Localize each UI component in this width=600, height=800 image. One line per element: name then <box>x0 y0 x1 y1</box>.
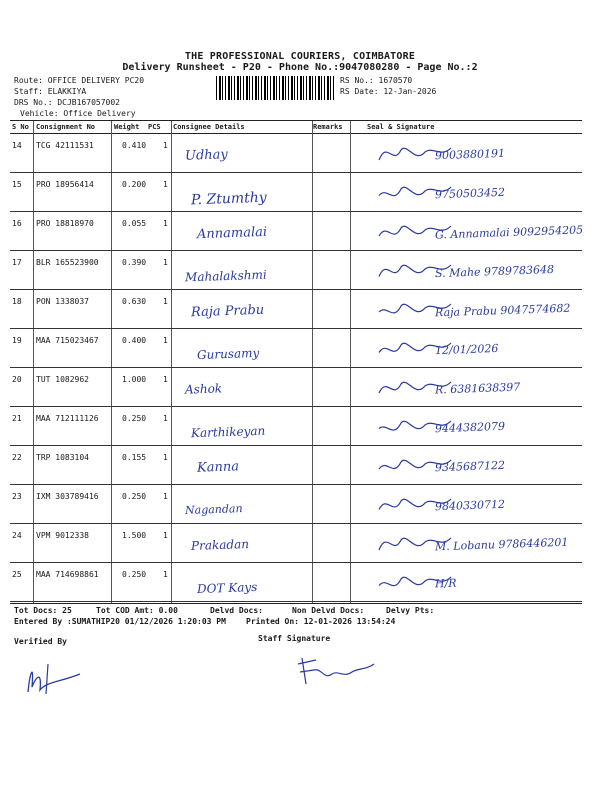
row-pcs: 1 <box>163 180 168 189</box>
consignee-handwritten-name: Prakadan <box>190 536 250 554</box>
barcode <box>216 76 336 100</box>
row-weight: 0.250 <box>122 570 147 579</box>
col-consignment: Consignment No <box>36 123 96 131</box>
table-row <box>10 485 582 524</box>
row-pcs: 1 <box>163 492 168 501</box>
row-sno: 16 <box>12 219 22 228</box>
receiver-signature-text: 9345687122 <box>434 458 506 475</box>
row-consignment: PRO 18818970 <box>36 219 94 228</box>
row-consignment: BLR 165523900 <box>36 258 99 267</box>
table-header <box>10 121 582 134</box>
table-row <box>10 524 582 563</box>
drs-label: DRS No.: DCJB167057002 <box>14 98 120 107</box>
row-pcs: 1 <box>163 570 168 579</box>
row-sno: 18 <box>12 297 22 306</box>
receiver-signature <box>375 253 580 287</box>
row-weight: 0.390 <box>122 258 147 267</box>
receiver-signature-text: G. Annamalai 9092954205 <box>434 223 584 242</box>
staff-label: Staff: ELAKKIYA <box>14 87 87 96</box>
consignee-handwritten-name: Udhay <box>184 147 228 164</box>
row-weight: 1.500 <box>122 531 147 540</box>
receiver-signature-text: Raja Prabu 9047574682 <box>434 301 571 320</box>
receiver-signature <box>375 565 580 599</box>
rs-date-label: RS Date: 12-Jan-2026 <box>340 87 437 96</box>
receiver-signature <box>375 136 580 170</box>
non-delvd-docs: Non Delvd Docs: <box>292 606 365 615</box>
row-sno: 17 <box>12 258 22 267</box>
tot-docs: Tot Docs: 25 <box>14 606 72 615</box>
row-pcs: 1 <box>163 453 168 462</box>
receiver-signature-text: 9750503452 <box>434 185 506 202</box>
receiver-signature-text: H/R <box>434 576 457 591</box>
row-consignment: PRO 18956414 <box>36 180 94 189</box>
row-sno: 19 <box>12 336 22 345</box>
table-row <box>10 368 582 407</box>
receiver-signature-text: 9444382079 <box>434 419 506 436</box>
row-pcs: 1 <box>163 141 168 150</box>
row-consignment: MAA 715023467 <box>36 336 99 345</box>
table-row <box>10 290 582 329</box>
row-consignment: MAA 712111126 <box>36 414 99 423</box>
consignee-handwritten-name: Nagandan <box>184 501 243 518</box>
consignee-handwritten-name: DOT Kays <box>196 579 258 597</box>
row-pcs: 1 <box>163 219 168 228</box>
row-sno: 14 <box>12 141 22 150</box>
row-sno: 21 <box>12 414 22 423</box>
row-consignment: IXM 303789416 <box>36 492 99 501</box>
row-consignment: VPM 9012338 <box>36 531 89 540</box>
table-row <box>10 251 582 290</box>
receiver-signature <box>375 331 580 365</box>
row-consignment: TCG 42111531 <box>36 141 94 150</box>
table-row <box>10 563 582 602</box>
receiver-signature <box>375 292 580 326</box>
row-weight: 0.155 <box>122 453 147 462</box>
col-consignee: Consignee Details <box>173 123 245 131</box>
row-sno: 20 <box>12 375 22 384</box>
row-pcs: 1 <box>163 336 168 345</box>
row-weight: 0.250 <box>122 492 147 501</box>
consignee-handwritten-name: Ashok <box>184 381 223 397</box>
row-sno: 15 <box>12 180 22 189</box>
row-consignment: PON 1338037 <box>36 297 89 306</box>
table-row <box>10 329 582 368</box>
staff-signature-label: Staff Signature <box>258 634 331 643</box>
row-weight: 0.055 <box>122 219 147 228</box>
staff-signature <box>292 650 382 690</box>
verified-by-label: Verified By <box>14 637 67 646</box>
tot-cod: Tot COD Amt: 0.00 <box>96 606 178 615</box>
rs-no-label: RS No.: 1670570 <box>340 76 413 85</box>
receiver-signature-text: 12/01/2026 <box>434 341 499 358</box>
receiver-signature <box>375 175 580 209</box>
printed-on: Printed On: 12-01-2026 13:54:24 <box>246 617 396 626</box>
row-sno: 24 <box>12 531 22 540</box>
row-pcs: 1 <box>163 297 168 306</box>
receiver-signature <box>375 448 580 482</box>
delvy-pts: Delvy Pts: <box>386 606 435 615</box>
route-label: Route: OFFICE DELIVERY PC20 <box>14 76 145 85</box>
consignee-handwritten-name: Gurusamy <box>196 345 260 363</box>
table-row <box>10 134 582 173</box>
row-sno: 25 <box>12 570 22 579</box>
receiver-signature <box>375 526 580 560</box>
receiver-signature-text: M. Lobanu 9786446201 <box>434 535 569 554</box>
consignee-handwritten-name: P. Ztumthy <box>190 189 267 209</box>
row-sno: 22 <box>12 453 22 462</box>
row-weight: 1.000 <box>122 375 147 384</box>
runsheet-table <box>10 120 582 604</box>
receiver-signature <box>375 487 580 521</box>
runsheet-title: Delivery Runsheet - P20 - Phone No.:9047080280 - Page No.:2 <box>122 62 478 73</box>
row-weight: 0.410 <box>122 141 147 150</box>
entered-by: Entered By :SUMATHIP20 01/12/2026 1:20:03 PM <box>14 617 226 626</box>
receiver-signature <box>375 214 584 248</box>
receiver-signature <box>375 409 580 443</box>
table-row <box>10 407 582 446</box>
consignee-handwritten-name: Annamalai <box>196 224 268 243</box>
row-weight: 0.630 <box>122 297 147 306</box>
col-pcs: PCS <box>148 123 161 131</box>
receiver-signature <box>375 370 580 404</box>
row-pcs: 1 <box>163 375 168 384</box>
row-consignment: TRP 1083104 <box>36 453 89 462</box>
row-pcs: 1 <box>163 531 168 540</box>
receiver-signature-text: 9003880191 <box>434 146 506 163</box>
delvd-docs: Delvd Docs: <box>210 606 263 615</box>
row-weight: 0.250 <box>122 414 147 423</box>
table-row <box>10 212 582 251</box>
receiver-signature-text: S. Mahe 9789783648 <box>434 262 555 281</box>
row-sno: 23 <box>12 492 22 501</box>
row-weight: 0.400 <box>122 336 147 345</box>
row-pcs: 1 <box>163 414 168 423</box>
table-row <box>10 173 582 212</box>
row-weight: 0.200 <box>122 180 147 189</box>
col-sno: S No <box>12 123 29 131</box>
consignee-handwritten-name: Karthikeyan <box>190 423 266 441</box>
table-row <box>10 446 582 485</box>
col-remarks: Remarks <box>313 123 343 131</box>
row-consignment: TUT 1082962 <box>36 375 89 384</box>
vehicle-label: Vehicle: Office Delivery <box>20 109 136 118</box>
consignee-handwritten-name: Raja Prabu <box>190 302 265 321</box>
row-pcs: 1 <box>163 258 168 267</box>
verified-signature <box>20 652 100 702</box>
receiver-signature-text: 9840330712 <box>434 497 506 514</box>
row-consignment: MAA 714698861 <box>36 570 99 579</box>
receiver-signature-text: R. 6381638397 <box>434 380 521 397</box>
company-title: THE PROFESSIONAL COURIERS, COIMBATORE <box>184 51 416 62</box>
col-weight: Weight <box>114 123 140 131</box>
col-seal: Seal & Signature <box>367 123 435 131</box>
consignee-handwritten-name: Kanna <box>196 459 240 476</box>
consignee-handwritten-name: Mahalakshmi <box>184 267 267 285</box>
